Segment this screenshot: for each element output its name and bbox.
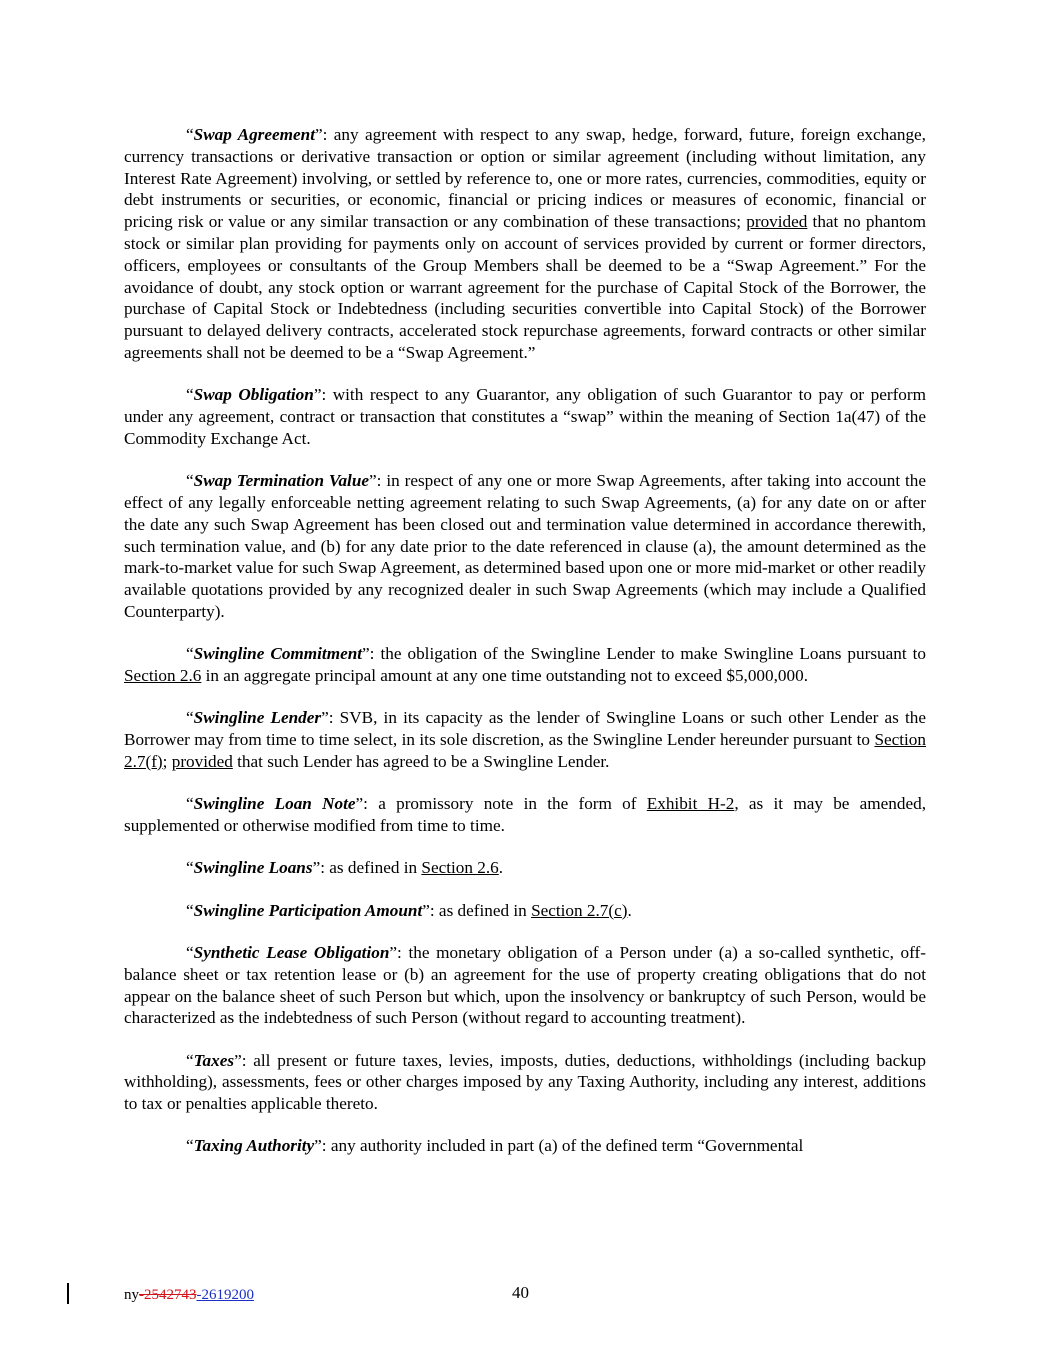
definition-text: in an aggregate principal amount at any one time outstanding not to exceed $5,000,000. xyxy=(201,666,808,686)
cross-reference: Section 2.7(f) xyxy=(124,730,926,771)
document-id-prefix: ny xyxy=(124,1287,139,1303)
document-id-inserted: -2619200 xyxy=(196,1287,254,1303)
definition-text: ; xyxy=(162,751,172,771)
defined-term: Swingline Participation Amount xyxy=(193,900,423,920)
definition-swap-agreement xyxy=(124,124,926,364)
definition-swingline-participation-amount xyxy=(124,900,926,922)
definition-text: ”: with respect to any Guarantor, any obligation of such Guarantor to pay or perform under any agreement, contract or transaction that constitutes a “swap” within the meaning of Section 1a(47) of the Commodity Exchange Act. xyxy=(124,385,926,448)
definition-text: “ xyxy=(186,125,194,144)
defined-term: Swingline Loan Note xyxy=(193,794,356,814)
definition-text: “ xyxy=(186,708,194,728)
defined-term: Swingline Lender xyxy=(193,708,322,728)
definition-text: that such Lender has agreed to be a Swingline Lender. xyxy=(232,751,610,771)
definition-text: “ xyxy=(186,942,194,962)
cross-reference: provided xyxy=(171,751,233,771)
definition-swingline-loans xyxy=(124,857,926,879)
definition-text: that no phantom stock or similar plan providing for payments only on account of services provided by current or former directors, officers, employees or consultants of the Group Members shall be deemed to be a “Swap Agreement.” For the avoidance of doubt, any stock option or warrant agreement for the purchase of Capital Stock of the Borrower, the purchase of Capital Stock or Indebtedness (including securities convertible into Capital Stock) of the Borrower pursuant to delayed delivery contracts, accelerated stock repurchase agreements, forward contracts or other similar agreements shall not be deemed to be a “Swap Agreement.” xyxy=(124,212,927,362)
definition-text: ”: all present or future taxes, levies, imposts, duties, deductions, withholdings (including backup withholding), assessments, fees or other charges imposed by any Taxing Authority, including any interest, additions to tax or penalties applicable thereto. xyxy=(124,1050,926,1114)
definition-text: . xyxy=(498,858,504,878)
definition-text: “ xyxy=(186,644,194,664)
definition-text: ”: as defined in xyxy=(312,858,422,878)
defined-term: Swingline Commitment xyxy=(193,644,363,664)
definition-text: ”: in respect of any one or more Swap Agreements, after taking into account the effect of any legally enforceable netting agreement relating to such Swap Agreements, (a) for any date on or after the date any such Swap Agreement has been closed out and termination value determined in accordance therewith, such termination value, and (b) for any date prior to the date referenced in clause (a), the amount determined as the mark-to-market value for such Swap Agreement, as determined based upon one or more mid-market or other readily available quotations provided by any recognized dealer in such Swap Agreements (which may include a Qualified Counterparty). xyxy=(124,471,926,621)
cross-reference: Section 2.6 xyxy=(421,858,499,878)
defined-term: Taxes xyxy=(193,1050,235,1070)
definition-swap-obligation xyxy=(124,384,926,449)
defined-term: Swap Agreement xyxy=(193,125,315,144)
definition-swap-termination-value xyxy=(124,470,926,623)
definition-text: “ xyxy=(186,471,194,491)
cross-reference: Section 2.6 xyxy=(124,666,202,686)
cross-reference: provided xyxy=(746,212,808,232)
definition-swingline-lender xyxy=(124,707,926,772)
definition-text: ”: SVB, in its capacity as the lender of Swingline Loans or such other Lender as the Borrower may from time to time select, in its sole discretion, as the Swingline Lender hereunder pursuant to xyxy=(124,708,926,750)
cross-reference: Exhibit H-2 xyxy=(646,794,735,814)
defined-term: Synthetic Lease Obligation xyxy=(193,942,390,962)
definition-text: “ xyxy=(186,858,194,878)
page-number: 40 xyxy=(512,1283,529,1302)
definition-text: ”: any agreement with respect to any swap, hedge, forward, future, foreign exchange, currency transactions or derivative transaction or option or similar agreement (including without limitation, any Interest Rate Agreement) involving, or settled by reference to, one or more rates, currencies, commodities, equity or debt instruments or securities, or economic, financial or pricing indices or measures of economic, financial or pricing risk or value or any similar transaction or any combination of these transactions; xyxy=(124,125,926,232)
definition-text: “ xyxy=(186,385,194,405)
definition-text: . xyxy=(627,900,632,920)
definition-synthetic-lease-obligation xyxy=(124,942,926,1029)
defined-term: Swingline Loans xyxy=(193,858,313,878)
definition-text: ”: the obligation of the Swingline Lender to make Swingline Loans pursuant to xyxy=(362,644,926,664)
definition-swingline-commitment xyxy=(124,643,926,687)
definition-text: ”: as defined in xyxy=(422,900,532,920)
definition-text: “ xyxy=(186,900,194,920)
definition-text: ”: the monetary obligation of a Person under (a) a so-called synthetic, off-balance sheet or tax retention lease or (b) an agreement for the use of property creating obligations that do not appear on the balance sheet of such Person but which, upon the insolvency or bankruptcy of such Person, would be characterized as the indebtedness of such Person (without regard to accounting treatment). xyxy=(124,942,927,1028)
defined-term: Swap Termination Value xyxy=(193,471,370,491)
definition-text: , as it may be amended, supplemented or otherwise modified from time to time. xyxy=(124,794,927,836)
defined-term: Swap Obligation xyxy=(193,385,314,405)
definition-taxing-authority xyxy=(124,1135,926,1157)
document-page xyxy=(124,124,926,1178)
definition-text: ”: any authority included in part (a) of the defined term “Governmental xyxy=(314,1136,804,1156)
definition-taxes xyxy=(124,1050,926,1115)
cross-reference: Section 2.7(c) xyxy=(531,900,628,920)
defined-term: Taxing Authority xyxy=(193,1136,315,1156)
definition-text: “ xyxy=(186,1136,194,1156)
definition-swingline-loan-note xyxy=(124,793,926,837)
document-id xyxy=(124,1287,254,1304)
definition-text: “ xyxy=(186,1050,194,1070)
definition-text: ”: a promissory note in the form of xyxy=(355,794,647,814)
document-id-deleted: -2542743 xyxy=(139,1287,197,1303)
definition-text: “ xyxy=(186,794,194,814)
change-bar xyxy=(67,1283,69,1304)
